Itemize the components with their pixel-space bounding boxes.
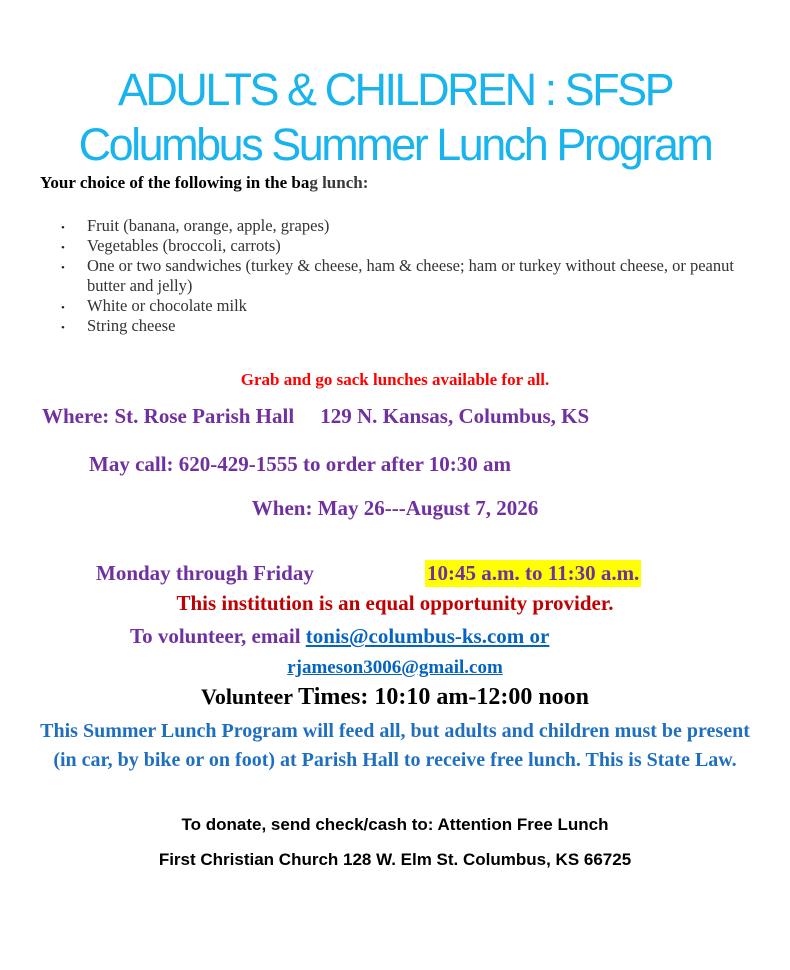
schedule-days: Monday through Friday: [96, 561, 314, 585]
intro-lead: Your choice of the following in the ba: [40, 173, 310, 192]
intro-text: [40, 173, 368, 193]
donate-line-2: First Christian Church 128 W. Elm St. Columbus, KS 66725: [158, 850, 632, 869]
list-item: • Vegetables (broccoli, carrots): [60, 236, 740, 256]
volunteer-times-label: Volunteer: [200, 684, 299, 709]
title-line-1: ADULTS & CHILDREN : SFSP: [117, 64, 673, 115]
intro-rest: g lunch:: [309, 173, 369, 192]
volunteer-times: [0, 684, 790, 711]
volunteer-line: [130, 624, 549, 649]
lunch-items-list: [60, 216, 740, 336]
list-item: • String cheese: [60, 316, 740, 336]
grab-and-go-note: Grab and go sack lunches available for all.: [240, 370, 550, 389]
equal-opportunity-notice: This institution is an equal opportunity provider.: [176, 591, 614, 615]
location-address: 129 N. Kansas, Columbus, KS: [320, 404, 590, 428]
title-line-2: Columbus Summer Lunch Program: [78, 119, 712, 170]
list-item: • Fruit (banana, orange, apple, grapes): [60, 216, 740, 236]
volunteer-email-link-2[interactable]: rjameson3006@gmail.com: [287, 657, 503, 678]
location-place: Where: St. Rose Parish Hall: [42, 404, 295, 428]
dates-line: When: May 26---August 7, 2026: [251, 496, 539, 520]
volunteer-prefix: To volunteer, email: [130, 624, 306, 648]
list-item: • One or two sandwiches (turkey & cheese, ham & cheese; ham or turkey without cheese, or peanut butter and jelly): [60, 256, 740, 296]
volunteer-email-link-1[interactable]: tonis@columbus-ks.com: [305, 624, 530, 648]
feed-notice: This Summer Lunch Program will feed all, but adults and children must be present (in car, by bike or on foot) at Parish Hall to receive free lunch. This is State Law.: [40, 720, 750, 771]
volunteer-or-text: or: [529, 624, 550, 648]
location-line: [42, 404, 589, 429]
schedule-hours: 10:45 a.m. to 11:30 a.m.: [427, 561, 640, 585]
list-item: • White or chocolate milk: [60, 296, 740, 316]
donate-line-1: To donate, send check/cash to: Attention Free Lunch: [181, 815, 609, 834]
volunteer-email-line-2: [0, 657, 790, 679]
volunteer-times-value: Times: 10:10 am-12:00 noon: [298, 684, 590, 710]
call-line: May call: 620-429-1555 to order after 10:30 am: [89, 452, 512, 476]
